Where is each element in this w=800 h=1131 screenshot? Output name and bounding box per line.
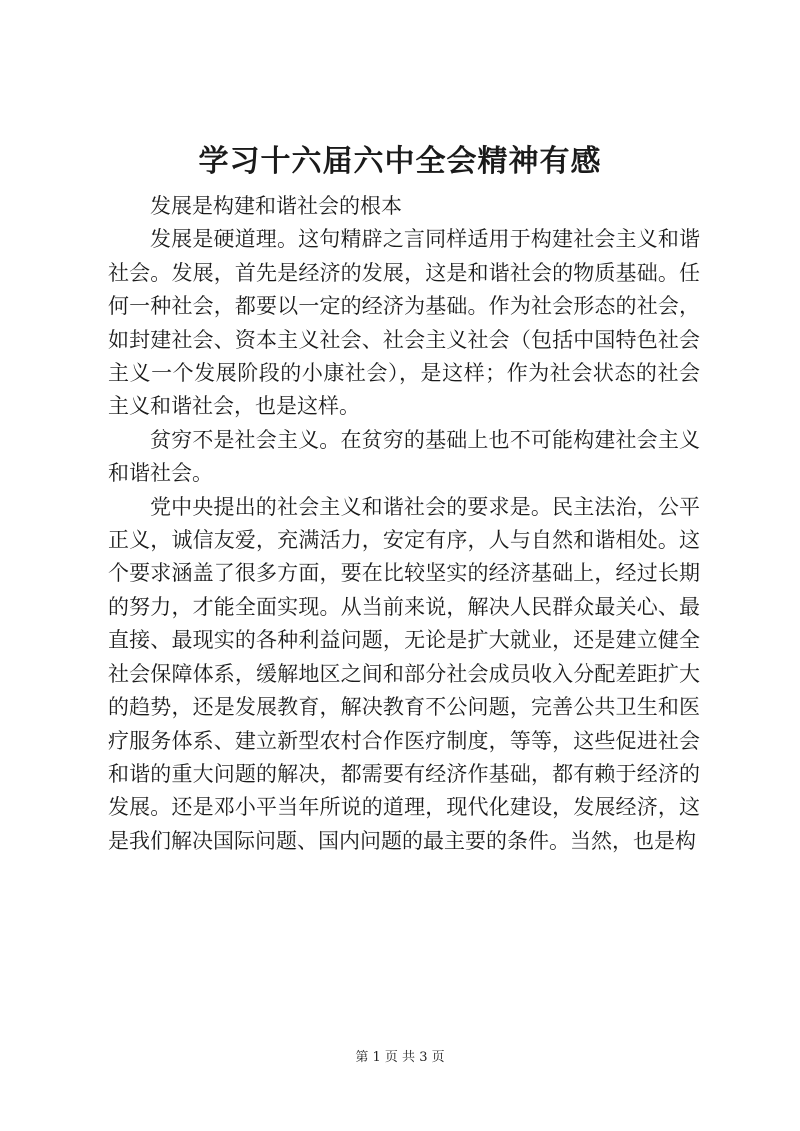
section-heading: 发展是构建和谐社会的根本 — [150, 194, 402, 218]
page-footer: 第 1 页 共 3 页 — [355, 1050, 445, 1065]
body-paragraph: 党中央提出的社会主义和谐社会的要求是。民主法治，公平正义，诚信友爱，充满活力，安定有序，人与自然和谐相处。这个要求涵盖了很多方面，要在比较坚实的经济基础上，经过长期的努力，才能全面实现。从当前来说，解决人民群众最关心、最直接、最现实的各种利益问题，无论是扩大就业，还是建立健全社会保障体系，缓解地区之间和部分社会成员收入分配差距扩大的趋势，还是发展教育，解决教育不公问题，完善公共卫生和医疗服务体系、建立新型农村合作医疗制度，等等，这些促进社会和谐的重大问题的解决，都需要有经济作基础，都有赖于经济的发展。还是邓小平当年所说的道理，现代化建设，发展经济，这是我们解决国际问题、国内问题的最主要的条件。当然，也是构 — [108, 494, 700, 853]
body-paragraph: 贫穷不是社会主义。在贫穷的基础上也不可能构建社会主义和谐社会。 — [108, 427, 700, 486]
document-title: 学习十六届六中全会精神有感 — [198, 144, 602, 179]
body-paragraph: 发展是硬道理。这句精辟之言同样适用于构建社会主义和谐社会。发展，首先是经济的发展，这是和谐社会的物质基础。任何一种社会，都要以一定的经济为基础。作为社会形态的社会，如封建社会、资本主义社会、社会主义社会（包括中国特色社会主义一个发展阶段的小康社会），是这样；作为社会状态的社会主义和谐社会，也是这样。 — [108, 227, 700, 419]
document-body — [108, 190, 700, 858]
